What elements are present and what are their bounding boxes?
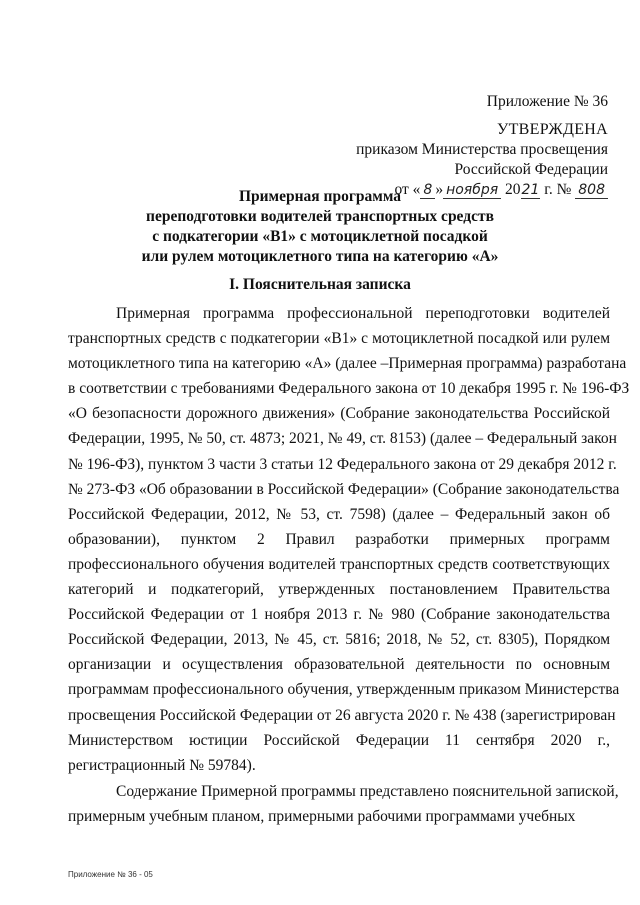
text-line: № 196-ФЗ), пунктом 3 части 3 статьи 12 Федерального закона от 29 декабря 2012 г. (68, 455, 617, 473)
date-suffix: г. № (544, 181, 572, 198)
title-line-1: Примерная программа (238, 188, 402, 205)
appendix-label: Приложение № 36 (486, 93, 608, 110)
text-line: Федерации, 1995, № 50, ст. 4873; 2021, № 49, ст. 8153) (далее – Федеральный закон (68, 430, 617, 448)
section-heading: I. Пояснительная записка (229, 276, 411, 293)
text-line: профессионального обучения водителей транспортных средств соответствующих (68, 555, 610, 573)
handwritten-day: 8 (420, 182, 435, 199)
text-line: № 273-ФЗ «Об образовании в Российской Федерации» (Собрание законодательства (68, 480, 620, 498)
date-mid: » (435, 181, 444, 198)
text-line: в соответствии с требованиями Федерального закона от 10 декабря 1995 г. № 196-ФЗ (68, 380, 630, 398)
text-line: «О безопасности дорожного движения» (Собрание законодательства Российской (68, 405, 610, 423)
date-year-prefix: 20 (505, 181, 521, 198)
document-title (0, 187, 640, 267)
handwritten-order-number: 808 (575, 182, 608, 199)
handwritten-month: ноября (443, 182, 501, 199)
text-line: Российской Федерации, 2012, № 53, ст. 7598) (далее – Федеральный закон об (68, 505, 610, 523)
text-line: Примерная программа профессиональной переподготовки водителей (116, 305, 610, 322)
text-line: Российской Федерации, 2013, № 45, ст. 5816; 2018, № 52, ст. 8305), Порядком (68, 631, 610, 649)
title-line-3: с подкатегории «B1» с мотоциклетной посадкой (152, 228, 488, 245)
page-footer: Приложение № 36 - 05 (68, 870, 153, 879)
text-line: категорий и подкатегорий, утвержденных постановлением Правительства (68, 581, 610, 599)
text-line: транспортных средств с подкатегории «B1» с мотоциклетной посадкой или рулем (68, 330, 610, 348)
order-line-1: приказом Министерства просвещения (356, 141, 608, 158)
text-line: примерным учебным планом, примерными рабочими программами учебных (68, 808, 576, 826)
text-line: мотоциклетного типа на категорию «A» (далее –Примерная программа) разработана (68, 355, 627, 373)
paragraph-2 (68, 779, 619, 829)
title-line-2: переподготовки водителей транспортных средств (146, 208, 494, 225)
text-line: Содержание Примерной программы представлено пояснительной запиской, (116, 783, 619, 800)
text-line: образовании), пунктом 2 Правил разработки примерных программ (68, 530, 610, 548)
text-line: организации и осуществления образовательной деятельности по основным (68, 656, 610, 674)
text-line: регистрационный № 59784). (68, 756, 256, 774)
date-prefix: от « (394, 181, 421, 198)
text-line: программам профессионального обучения, утвержденным приказом Министерства (68, 681, 620, 699)
order-line-2: Российской Федерации (454, 161, 608, 178)
paragraph-1 (68, 301, 630, 778)
text-line: Министерством юстиции Российской Федерации 11 сентября 2020 г., (68, 731, 610, 749)
handwritten-year: 21 (521, 182, 540, 198)
text-line: Российской Федерации от 1 ноября 2013 г. № 980 (Собрание законодательства (68, 606, 610, 624)
title-line-4: или рулем мотоциклетного типа на категорию «A» (141, 248, 499, 265)
approved-title: УТВЕРЖДЕНА (496, 121, 608, 138)
text-line: просвещения Российской Федерации от 26 августа 2020 г. № 438 (зарегистрирован (68, 706, 616, 724)
